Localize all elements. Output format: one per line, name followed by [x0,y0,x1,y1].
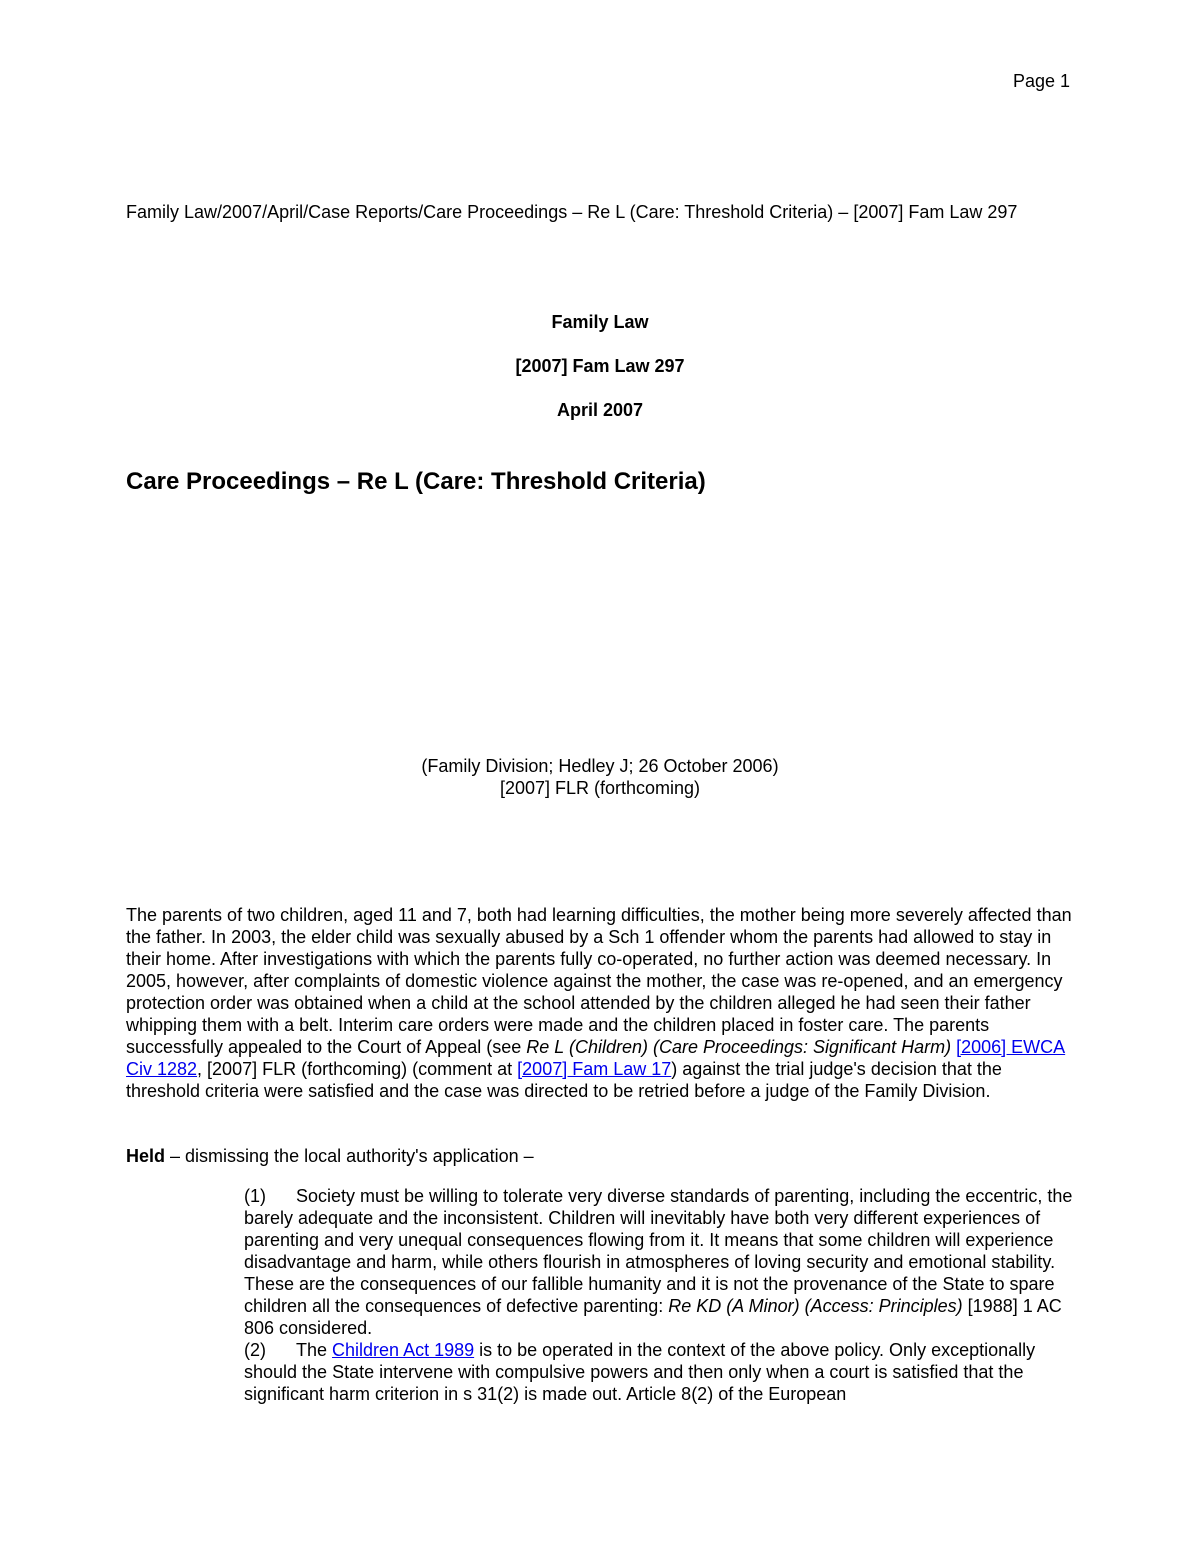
summary-text-2: , [2007] FLR (forthcoming) (comment at [197,1059,518,1079]
held-label: Held [126,1146,166,1166]
statute-link-children-act[interactable]: Children Act 1989 [332,1340,475,1360]
point-number: (1) [244,1186,266,1206]
cited-case-re-l: Re L (Children) (Care Proceedings: Significant Harm) [526,1037,952,1057]
journal-citation: [2007] Fam Law 297 [515,356,685,376]
summary-text-1: The parents of two children, aged 11 and 7, both had learning difficulties, the mother being more severely affected than the father. In 2003, the elder child was sexually abused by a Sch 1 offender whom the parents had allowed to stay in their home. After investigations with which the parents fully co-operated, no further action was deemed necessary. In 2005, however, after complaints of domestic violence against the mother, the case was re-opened, and an emergency protection order was obtained when a child at the school attended by the children alleged he had seen their father whipping them with a belt. Interim care orders were made and the children placed in foster care. The parents successfully appealed to the Court of Appeal (see [126,905,1072,1057]
holding-points [244,1185,1074,1405]
point-text: is to be operated in the context of the above policy. Only exceptionally should the State intervene with compulsive powers and then only when a court is satisfied that the significant harm criterion in s 31(2) is made out. Article 8(2) of the European [244,1340,1036,1404]
holding-point [244,1185,1074,1339]
point-tail: [1988] 1 AC 806 considered. [244,1296,1062,1338]
citation-link-ewca[interactable]: [2006] EWCA Civ 1282 [126,1037,1066,1079]
point-text: Society must be willing to tolerate very diverse standards of parenting, including the eccentric, the barely adequate and the inconsistent. Children will inevitably have both very different experiences of parenting and very unequal consequences flowing from it. It means that some children will experience disadvantage and harm, while others flourish in atmospheres of loving security and emotional stability. These are the consequences of our fallible humanity and it is not the provenance of the State to spare children all the consequences of defective parenting: [244,1186,1073,1316]
point-number: (2) [244,1340,266,1360]
journal-name: Family Law [551,312,649,332]
held-line [126,1145,534,1167]
holding-point [244,1339,1074,1405]
case-title: Care Proceedings – Re L (Care: Threshold Criteria) [126,468,706,495]
report-line: [2007] FLR (forthcoming) [499,778,701,798]
breadcrumb: Family Law/2007/April/Case Reports/Care Proceedings – Re L (Care: Threshold Criteria) – [2007] Fam Law 297 [126,202,1018,222]
summary-text-3: ) against the trial judge's decision that the threshold criteria were satisfied and the case was directed to be retried before a judge of the Family Division. [126,1059,1002,1101]
point-pre: The [296,1340,333,1360]
journal-issue: April 2007 [556,400,644,420]
court-details [0,755,1200,799]
citation-link-fam-law[interactable]: [2007] Fam Law 17 [517,1059,672,1079]
cited-case-re-kd: Re KD (A Minor) (Access: Principles) [668,1296,963,1316]
page-number: Page 1 [1012,71,1070,91]
case-summary [126,904,1076,1102]
held-text: – dismissing the local authority's application – [165,1146,534,1166]
court-line: (Family Division; Hedley J; 26 October 2006) [421,756,779,776]
